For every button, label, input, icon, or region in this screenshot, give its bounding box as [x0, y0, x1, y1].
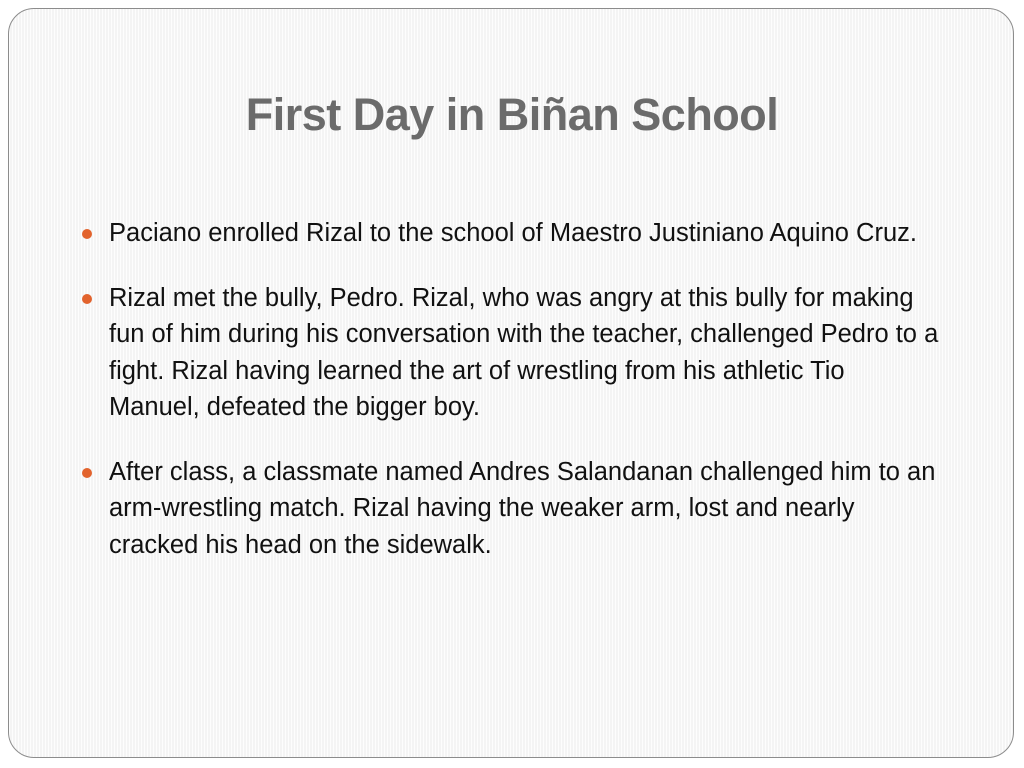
bullet-dot-icon [82, 468, 92, 478]
bullet-item [81, 215, 941, 252]
bullet-item [81, 280, 941, 426]
bullet-item [81, 454, 941, 564]
bullet-list [81, 215, 941, 591]
slide-title: First Day in Biñan School [245, 89, 779, 140]
bullet-dot-icon [82, 229, 92, 239]
bullet-text: Paciano enrolled Rizal to the school of Maestro Justiniano Aquino Cruz. [109, 219, 917, 247]
bullet-dot-icon [82, 294, 92, 304]
slide-frame [8, 8, 1014, 758]
bullet-text: Rizal met the bully, Pedro. Rizal, who was angry at this bully for making fun of him during his conversation with the teacher, challenged Pedro to a fight. Rizal having learned the art of wrestling from his athletic Tio Manuel, defeated the bigger boy. [109, 283, 939, 421]
bullet-text: After class, a classmate named Andres Salandanan challenged him to an arm-wrestling match. Rizal having the weaker arm, lost and nearly cracked his head on the sidewalk. [109, 457, 936, 559]
